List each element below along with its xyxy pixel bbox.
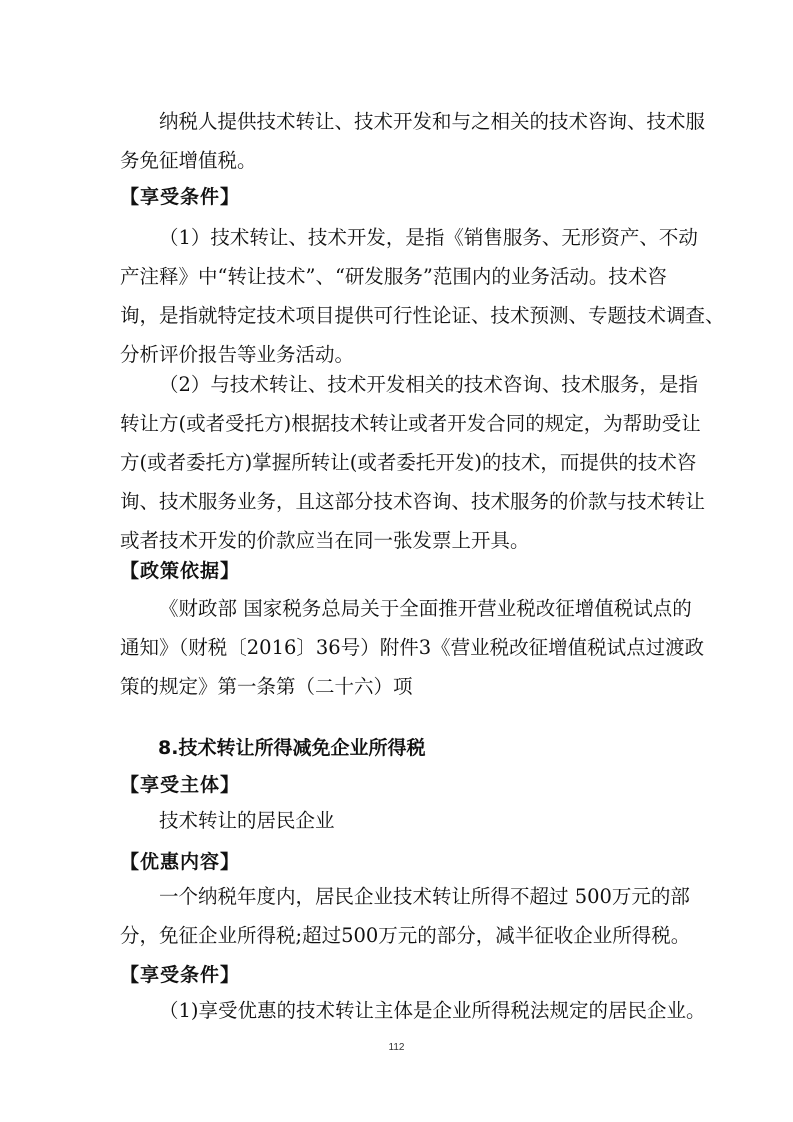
section-title-conditions: 【享受条件】 bbox=[120, 186, 241, 208]
text-line: 通知》（财税〔2016〕36号）附件3《营业税改征增值税试点过渡政 bbox=[120, 636, 705, 659]
text-line: 产注释》中“转让技术”、“研发服务”范围内的业务活动。技术咨 bbox=[120, 265, 667, 288]
section-title-subject: 【享受主体】 bbox=[120, 774, 241, 796]
para-policy-basis bbox=[120, 589, 705, 706]
text-line: 或者技术开发的价款应当在同一张发票上开具。 bbox=[120, 529, 530, 552]
text-line: 分，免征企业所得税;超过500万元的部分，减半征收企业所得税。 bbox=[120, 924, 691, 947]
text-line: 《财政部 国家税务总局关于全面推开营业税改征增值税试点的 bbox=[159, 597, 692, 620]
text-line: （1)享受优惠的技术转让主体是企业所得税法规定的居民企业。 bbox=[159, 999, 706, 1022]
text-line: 纳税人提供技术转让、技术开发和与之相关的技术咨询、技术服 bbox=[159, 110, 706, 133]
text-line: 询、技术服务业务，且这部分技术咨询、技术服务的价款与技术转让 bbox=[120, 490, 706, 513]
text-line: （1）技术转让、技术开发，是指《销售服务、无形资产、不动 bbox=[159, 226, 698, 249]
page-number: 112 bbox=[388, 1042, 405, 1053]
text-line: 务免征增值税。 bbox=[120, 149, 257, 172]
section-title-policy-basis: 【政策依据】 bbox=[120, 560, 241, 582]
heading-item-8: 8.技术转让所得减免企业所得税 bbox=[158, 737, 426, 759]
text-line: （2）与技术转让、技术开发相关的技术咨询、技术服务，是指 bbox=[159, 373, 698, 396]
section-title-conditions: 【享受条件】 bbox=[120, 964, 241, 986]
text-line: 技术转让的居民企业 bbox=[159, 809, 335, 832]
para-condition-1 bbox=[120, 218, 725, 374]
text-line: 策的规定》第一条第（二十六）项 bbox=[120, 675, 413, 698]
para-subject bbox=[120, 801, 676, 840]
text-line: 转让方(或者受托方)根据技术转让或者开发合同的规定，为帮助受让 bbox=[120, 412, 701, 435]
section-title-benefit: 【优惠内容】 bbox=[120, 851, 241, 873]
para-condition-3 bbox=[120, 991, 706, 1030]
text-line: 询，是指就特定技术项目提供可行性论证、技术预测、专题技术调查、 bbox=[120, 304, 725, 327]
para-intro bbox=[120, 102, 706, 180]
para-condition-2 bbox=[120, 365, 706, 560]
para-benefit bbox=[120, 877, 691, 955]
text-line: 分析评价报告等业务活动。 bbox=[120, 343, 355, 366]
text-line: 一个纳税年度内，居民企业技术转让所得不超过 500万元的部 bbox=[159, 885, 690, 908]
text-line: 方(或者委托方)掌握所转让(或者委托开发)的技术，而提供的技术咨 bbox=[120, 451, 697, 474]
